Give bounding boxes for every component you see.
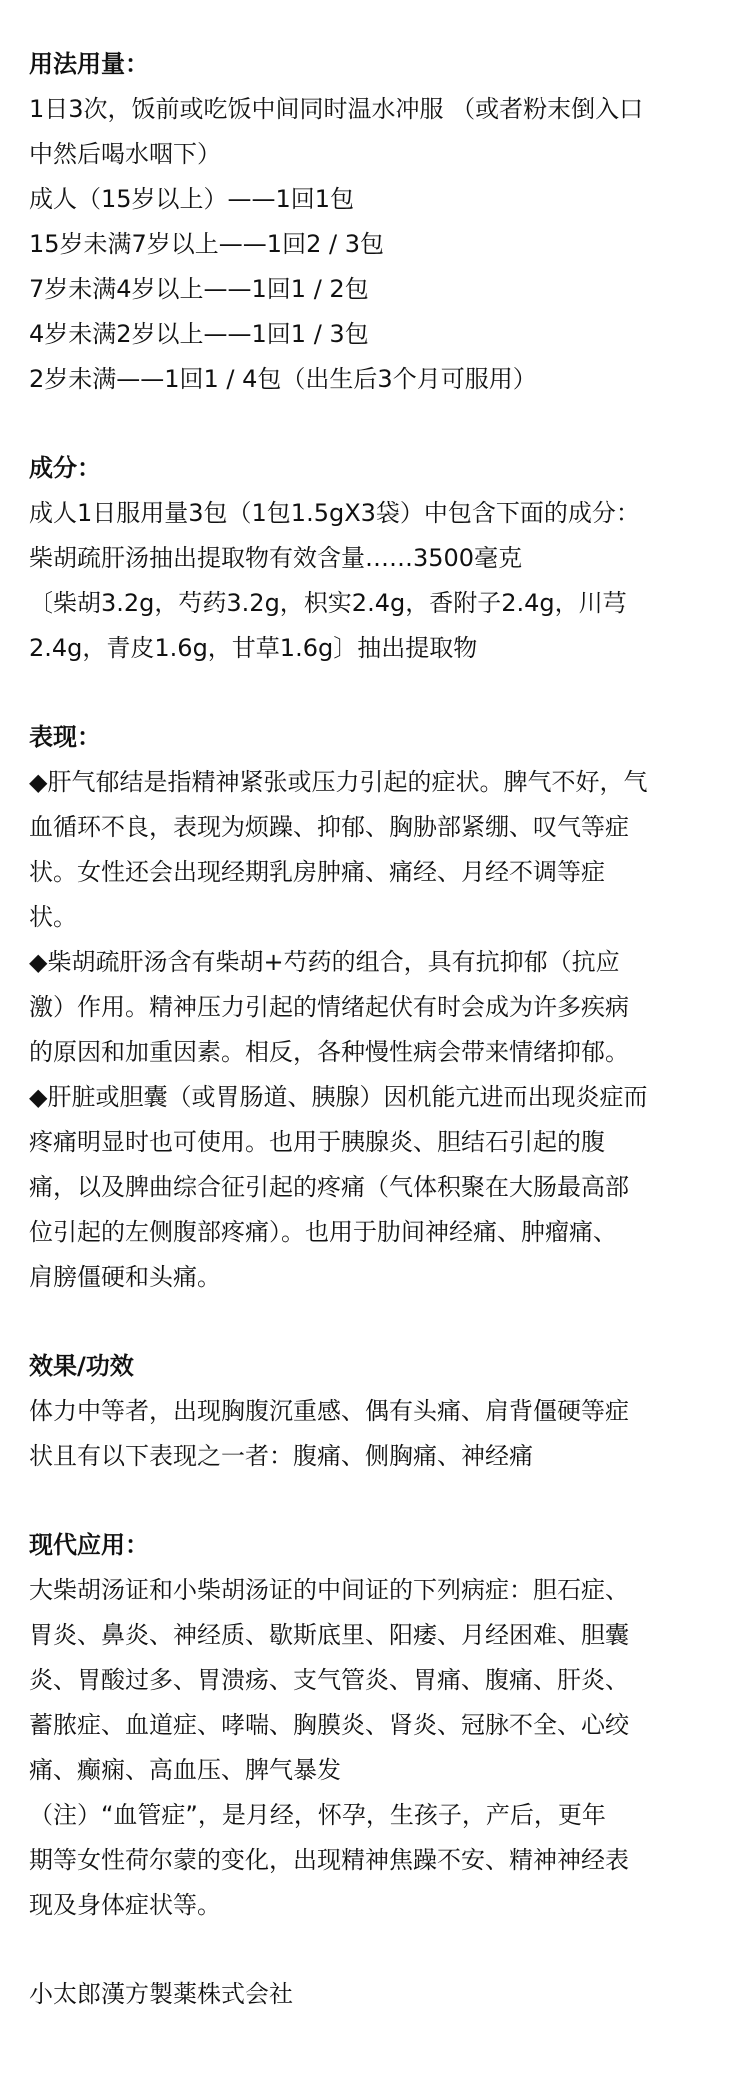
ingredients-heading: 成分： xyxy=(29,454,101,482)
ingredients-line: 2.4g，青皮1.6g，甘草1.6g〕抽出提取物 xyxy=(29,634,478,662)
modern-line: 蓄脓症、血道症、哮喘、胸膜炎、肾炎、冠脉不全、心绞 xyxy=(29,1711,629,1739)
modern-line: 大柴胡汤证和小柴胡汤证的中间证的下列病症：胆石症、 xyxy=(29,1576,629,1604)
usage-heading: 用法用量： xyxy=(29,50,149,78)
symptoms-heading: 表现： xyxy=(29,723,101,751)
symptoms-line: 状。女性还会出现经期乳房肿痛、痛经、月经不调等症 xyxy=(29,858,605,886)
symptoms-line: ◆肝脏或胆囊（或胃肠道、胰腺）因机能亢进而出现炎症而 xyxy=(29,1083,648,1111)
ingredients-section xyxy=(29,446,728,671)
ingredients-line: 柴胡疏肝汤抽出提取物有效含量……3500毫克 xyxy=(29,544,523,572)
symptoms-line: 的原因和加重因素。相反，各种慢性病会带来情绪抑郁。 xyxy=(29,1038,629,1066)
symptoms-line: 激）作用。精神压力引起的情绪起伏有时会成为许多疾病 xyxy=(29,993,629,1021)
modern-line: 痛、癫痫、高血压、脾气暴发 xyxy=(29,1756,341,1784)
symptoms-line: 肩膀僵硬和头痛。 xyxy=(29,1263,221,1291)
modern-line: 炎、胃酸过多、胃溃疡、支气管炎、胃痛、腹痛、肝炎、 xyxy=(29,1666,629,1694)
usage-line: 1日3次，饭前或吃饭中间同时温水冲服 （或者粉末倒入口 xyxy=(29,95,644,123)
symptoms-line: 痛，以及脾曲综合征引起的疼痛（气体积聚在大肠最高部 xyxy=(29,1173,629,1201)
modern-line: 期等女性荷尔蒙的变化，出现精神焦躁不安、精神神经表 xyxy=(29,1846,629,1874)
ingredients-line: 成人1日服用量3包（1包1.5gX3袋）中包含下面的成分： xyxy=(29,499,640,527)
company-name: 小太郎漢方製薬株式会社 xyxy=(29,1980,293,2008)
effects-line: 状且有以下表现之一者：腹痛、侧胸痛、神经痛 xyxy=(29,1442,533,1470)
effects-section xyxy=(29,1344,728,1479)
usage-line: 2岁未满——1回1 / 4包（出生后3个月可服用） xyxy=(29,365,537,393)
symptoms-line: 血循环不良，表现为烦躁、抑郁、胸胁部紧绷、叹气等症 xyxy=(29,813,629,841)
usage-line: 中然后喝水咽下） xyxy=(29,140,221,168)
usage-line: 7岁未满4岁以上——1回1 / 2包 xyxy=(29,275,369,303)
effects-heading: 效果/功效 xyxy=(29,1352,134,1380)
modern-section xyxy=(29,1523,728,1928)
modern-line: （注）“血管症”，是月经，怀孕，生孩子，产后，更年 xyxy=(29,1801,606,1829)
usage-line: 4岁未满2岁以上——1回1 / 3包 xyxy=(29,320,369,348)
symptoms-line: ◆柴胡疏肝汤含有柴胡+芍药的组合，具有抗抑郁（抗应 xyxy=(29,948,620,976)
modern-line: 胃炎、鼻炎、神经质、歇斯底里、阳痿、月经困难、胆囊 xyxy=(29,1621,629,1649)
symptoms-line: 位引起的左侧腹部疼痛）。也用于肋间神经痛、肿瘤痛、 xyxy=(29,1218,617,1246)
effects-line: 体力中等者，出现胸腹沉重感、偶有头痛、肩背僵硬等症 xyxy=(29,1397,629,1425)
symptoms-line: ◆肝气郁结是指精神紧张或压力引起的症状。脾气不好，气 xyxy=(29,768,648,796)
modern-line: 现及身体症状等。 xyxy=(29,1891,221,1919)
modern-heading: 现代应用： xyxy=(29,1531,149,1559)
symptoms-section xyxy=(29,715,728,1300)
symptoms-line: 状。 xyxy=(29,903,77,931)
ingredients-line: 〔柴胡3.2g，芍药3.2g，枳实2.4g，香附子2.4g，川芎 xyxy=(29,589,627,617)
symptoms-line: 疼痛明显时也可使用。也用于胰腺炎、胆结石引起的腹 xyxy=(29,1128,605,1156)
usage-line: 15岁未满7岁以上——1回2 / 3包 xyxy=(29,230,384,258)
usage-section xyxy=(29,42,728,402)
usage-line: 成人（15岁以上）——1回1包 xyxy=(29,185,355,213)
